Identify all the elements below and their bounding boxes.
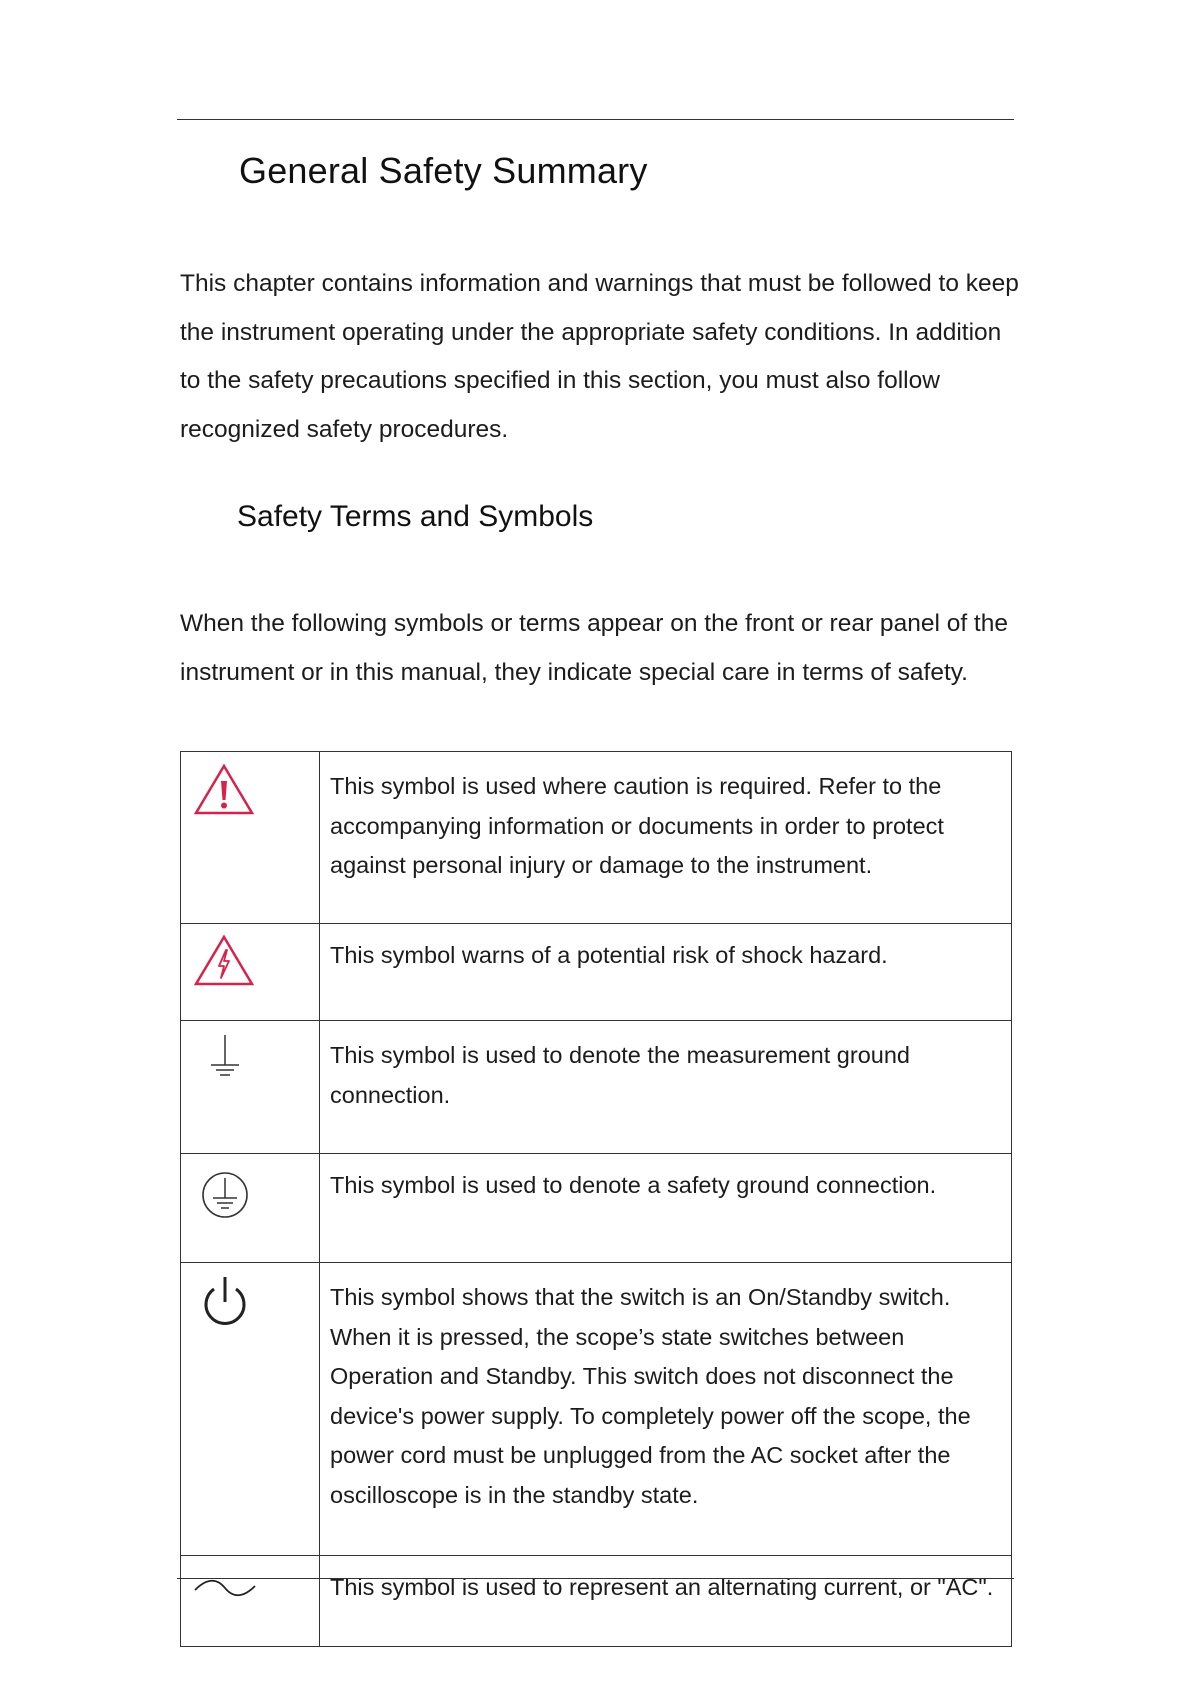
section-intro-paragraph: When the following symbols or terms appear on the front or rear panel of the instrument or in this manual, they indicate special care in terms of safety.: [180, 610, 1008, 686]
symbol-description: This symbol is used to denote a safety ground connection.: [320, 1154, 1012, 1263]
caution-warning-icon: [193, 763, 255, 817]
symbol-cell: [181, 1021, 320, 1154]
symbol-cell: [181, 1263, 320, 1556]
symbol-cell: [181, 1154, 320, 1263]
footer-rule: [177, 1578, 1014, 1579]
table-row: [181, 1021, 1012, 1154]
measurement-ground-icon: [195, 1029, 255, 1089]
symbol-description: This symbol is used where caution is required. Refer to the accompanying information or documents in order to protect against personal injury or damage to the instrument.: [320, 752, 1012, 924]
table-row: [181, 1556, 1012, 1647]
table-row: [181, 1263, 1012, 1556]
protective-ground-icon: [195, 1165, 255, 1225]
table-row: [181, 1154, 1012, 1263]
section-title: Safety Terms and Symbols: [237, 500, 594, 533]
table-row: [181, 752, 1012, 924]
symbol-description: This symbol shows that the switch is an On/Standby switch. When it is pressed, the scope’s state switches between Operation and Standby. This switch does not disconnect the device's power supply. To completely power off the scope, the power cord must be unplugged from the AC socket after the oscilloscope is in the standby state.: [320, 1263, 1012, 1556]
intro-paragraph: This chapter contains information and warnings that must be followed to keep the instrument operating under the appropriate safety conditions. In addition to the safety precautions specified in this section, you must also follow recognized safety procedures.: [180, 270, 1019, 443]
page-title: General Safety Summary: [239, 150, 648, 191]
symbol-cell: [181, 752, 320, 924]
symbol-cell: [181, 924, 320, 1021]
header-rule: [177, 119, 1014, 120]
alternating-current-icon: [193, 1568, 257, 1608]
safety-symbols-table: [180, 751, 1012, 1647]
table-row: [181, 924, 1012, 1021]
power-standby-icon: [195, 1271, 255, 1331]
symbol-description: This symbol warns of a potential risk of shock hazard.: [320, 924, 1012, 1021]
symbol-description: This symbol is used to represent an alternating current, or "AC".: [320, 1556, 1012, 1647]
shock-hazard-icon: [193, 934, 255, 988]
symbol-description: This symbol is used to denote the measurement ground connection.: [320, 1021, 1012, 1154]
symbol-cell: [181, 1556, 320, 1647]
